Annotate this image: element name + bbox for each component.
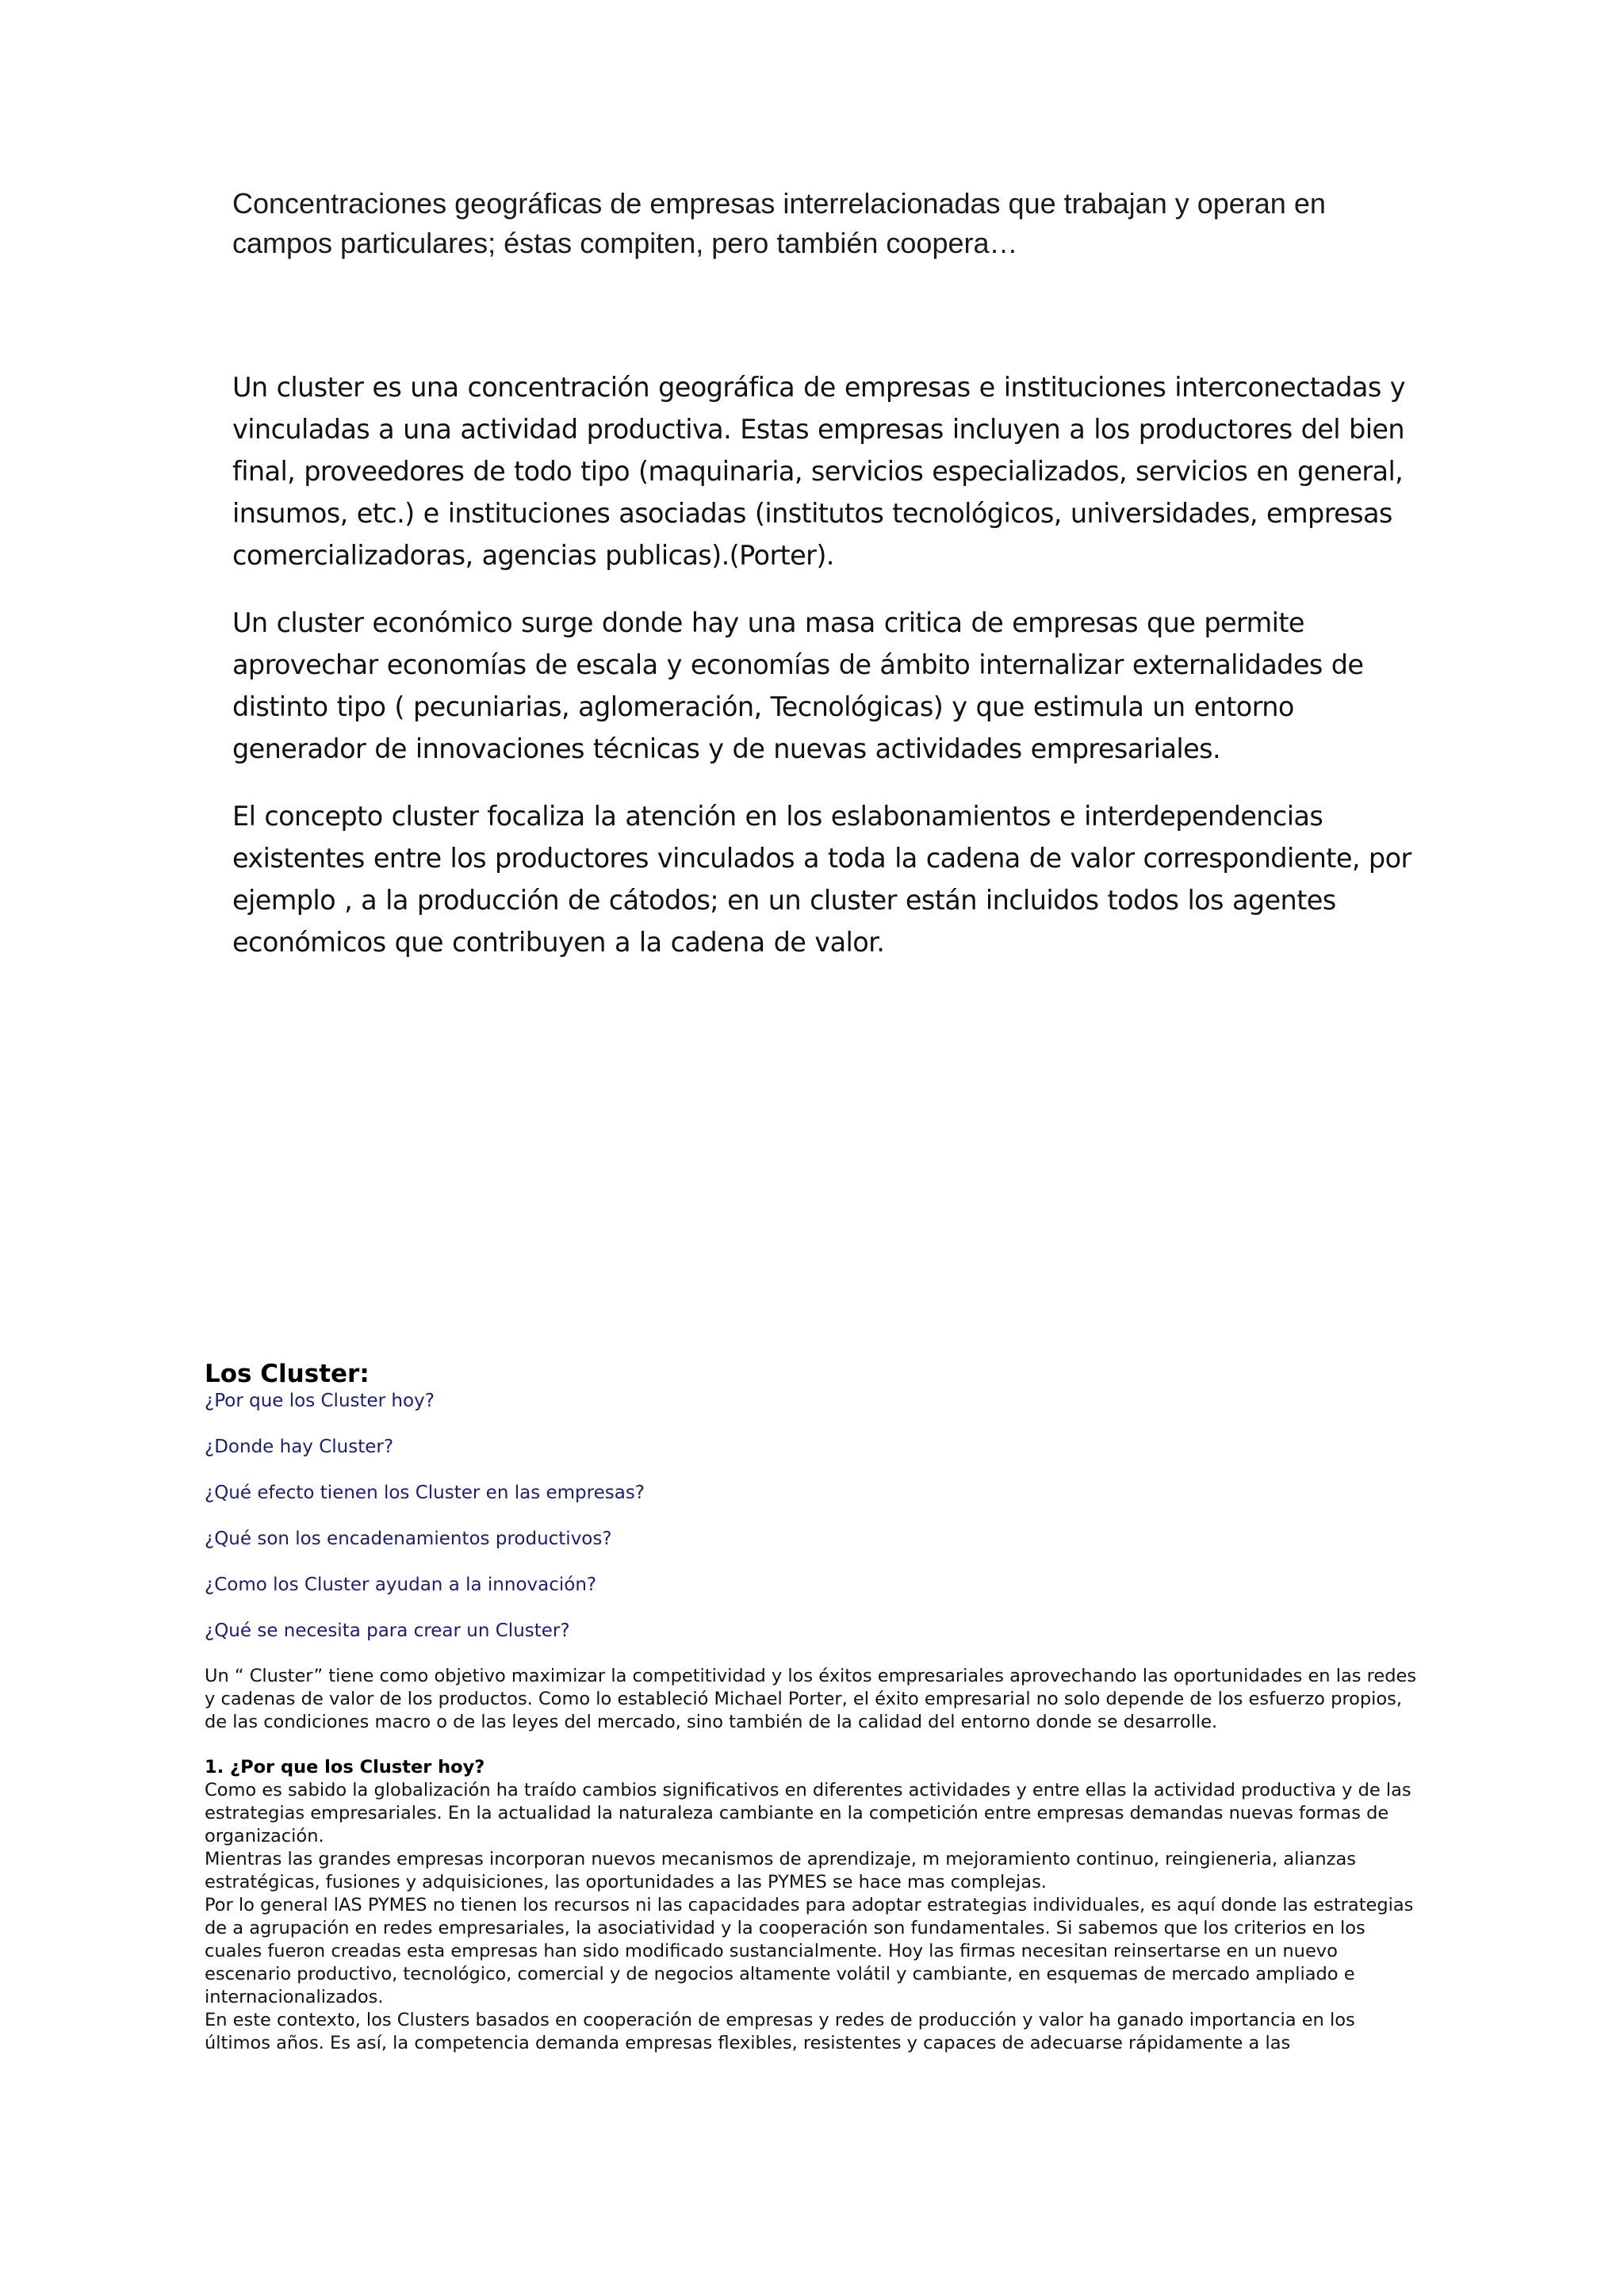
subsection-heading: 1. ¿Por que los Cluster hoy?	[205, 1757, 485, 1777]
question-links	[205, 1389, 1426, 1643]
subsection-line: Por lo general lAS PYMES no tienen los recursos ni las capacidades para adoptar estrategias individuales, es aquí donde las estrategias de a agrupación en redes empresariales, la asociatividad y la cooperación son fundamentales. Si sabemos que los criterios en los cuales fueron creadas esta empresas han sido modificado sustancialmente. Hoy las firmas necesitan reinsertarse en un nuevo escenario productivo, tecnológico, comercial y de negocios altamente volátil y cambiante, en esquemas de mercado ampliado e internacionalizados.	[205, 1895, 1414, 2007]
question-link-donde[interactable]: ¿Donde hay Cluster?	[205, 1437, 394, 1457]
question-link-por-que[interactable]: ¿Por que los Cluster hoy?	[205, 1391, 435, 1411]
section-heading: Los Cluster:	[205, 1360, 370, 1388]
list-item	[205, 1435, 1426, 1459]
subsection-line: Mientras las grandes empresas incorporan nuevos mecanismos de aprendizaje, m mejoramiento continuo, reingieneria, alianzas estratégicas, fusiones y adquisiciones, las oportunidades a las PYMES se hace mas complejas.	[205, 1849, 1356, 1892]
list-item	[205, 1527, 1426, 1551]
list-item	[205, 1573, 1426, 1597]
paragraph-cluster-definition: Un cluster es una concentración geográfica de empresas e instituciones interconectadas y vinculadas a una actividad productiva. Estas empresas incluyen a los productores del bien final, proveedores de todo tipo (maquinaria, servicios especializados, servicios en general, insumos, etc.) e instituciones asociadas (institutos tecnológicos, universidades, empresas comercializadoras, agencias publicas).(Porter).	[232, 372, 1405, 571]
body-paragraphs	[232, 366, 1422, 989]
list-item	[205, 1389, 1426, 1413]
subsection-line: En este contexto, los Clusters basados en cooperación de empresas y redes de producción y valor ha ganado importancia en los últimos años. Es así, la competencia demanda empresas flexibles, resistentes y capaces de adecuarse rápidamente a las	[205, 2010, 1355, 2053]
list-item	[205, 1481, 1426, 1505]
question-link-innovacion[interactable]: ¿Como los Cluster ayudan a la innovación?	[205, 1575, 597, 1595]
question-link-encadenamientos[interactable]: ¿Qué son los encadenamientos productivos?	[205, 1529, 612, 1549]
paragraph-cluster-concept: El concepto cluster focaliza la atención en los eslabonamientos e interdependencias existentes entre los productores vinculados a toda la cadena de valor correspondiente, por ejemplo , a la producción de cátodos; en un cluster están incluidos todos los agentes económicos que contribuyen a la cadena de valor.	[232, 801, 1411, 958]
question-link-efecto[interactable]: ¿Qué efecto tienen los Cluster en las empresas?	[205, 1483, 645, 1503]
list-item	[205, 1619, 1426, 1643]
paragraph-economic-cluster: Un cluster económico surge donde hay una masa critica de empresas que permite aprovechar economías de escala y economías de ámbito internalizar externalidades de distinto tipo ( pecuniarias, aglomeración, Tecnológicas) y que estimula un entorno generador de innovaciones técnicas y de nuevas actividades empresariales.	[232, 607, 1364, 764]
los-cluster-section	[205, 1359, 1426, 2055]
question-link-crear[interactable]: ¿Qué se necesita para crear un Cluster?	[205, 1621, 570, 1641]
intro-paragraph: Un “ Cluster” tiene como objetivo maximizar la competitividad y los éxitos empresariales aprovechando las oportunidades en las redes y cadenas de valor de los productos. Como lo estableció Michael Porter, el éxito empresarial no solo depende de los esfuerzo propios, de las condiciones macro o de las leyes del mercado, sino también de la calidad del entorno donde se desarrolle.	[205, 1666, 1417, 1732]
subsection-line: Como es sabido la globalización ha traído cambios significativos en diferentes actividades y entre ellas la actividad productiva y de las estrategias empresariales. En la actualidad la naturaleza cambiante en la competición entre empresas demandas nuevas formas de organización.	[205, 1780, 1411, 1846]
lead-definition: Concentraciones geográficas de empresas interrelacionadas que trabajan y operan en campos particulares; éstas compiten, pero también coopera…	[232, 187, 1326, 259]
